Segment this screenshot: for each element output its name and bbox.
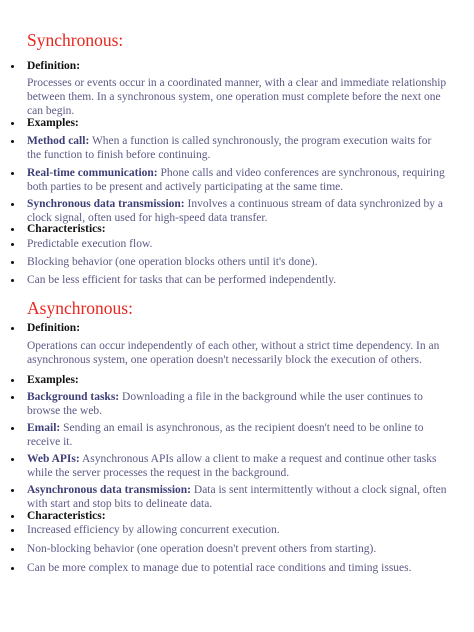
sync-example-item [27, 134, 447, 162]
bullet-dot [11, 548, 14, 551]
sync-characteristics-label: Characteristics: [27, 223, 106, 235]
bullet-dot [11, 515, 14, 518]
bullet-dot [11, 140, 14, 143]
sync-example-item [27, 166, 447, 194]
async-example-item [27, 421, 447, 449]
async-example-item [27, 390, 447, 418]
bullet-dot [11, 228, 14, 231]
sync-definition-text: Processes or events occur in a coordinated manner, with a clear and immediate relationship between them. In a synchronous system, one operation must complete before the next one can begin. [27, 77, 447, 117]
bullet-dot [11, 567, 14, 570]
bullet-dot [11, 203, 14, 206]
async-examples-label: Examples: [27, 374, 79, 386]
example-text: Sending an email is asynchronous, as the recipient doesn't need to be online to receive it. [27, 422, 424, 448]
async-characteristic-item: Non-blocking behavior (one operation doesn't prevent others from starting). [27, 543, 377, 555]
example-text: Involves a continuous stream of data synchronized by a clock signal, often used for high-speed data transfer. [27, 198, 443, 224]
bullet-dot [11, 261, 14, 264]
async-characteristic-item: Can be more complex to manage due to potential race conditions and timing issues. [27, 562, 412, 574]
bullet-dot [11, 396, 14, 399]
bullet-dot [11, 65, 14, 68]
example-term: Web APIs: [27, 453, 80, 465]
bullet-dot [11, 122, 14, 125]
bullet-dot [11, 529, 14, 532]
bullet-dot [11, 172, 14, 175]
async-characteristics-label: Characteristics: [27, 510, 106, 522]
bullet-dot [11, 458, 14, 461]
sync-characteristic-item: Blocking behavior (one operation blocks others until it's done). [27, 256, 318, 268]
async-example-item [27, 452, 447, 480]
sync-definition-label: Definition: [27, 60, 81, 72]
sync-examples-label: Examples: [27, 117, 79, 129]
example-term: Email: [27, 422, 61, 434]
bullet-dot [11, 379, 14, 382]
sync-example-item [27, 197, 447, 225]
sync-characteristic-item: Can be less efficient for tasks that can be performed independently. [27, 274, 337, 286]
async-characteristic-item: Increased efficiency by allowing concurrent execution. [27, 524, 280, 536]
async-heading: Asynchronous: [27, 298, 133, 318]
async-definition-text: Operations can occur independently of each other, without a strict time dependency. In an asynchronous system, one operation doesn't necessarily block the execution of others. [27, 340, 440, 366]
example-text: Data is sent intermittently without a clock signal, often with start and stop bits to delineate data. [27, 484, 447, 510]
example-text: Phone calls and video conferences are synchronous, requiring both parties to be present and actively participating at the same time. [27, 167, 445, 193]
example-text: Asynchronous APIs allow a client to make a request and continue other tasks while the server processes the request in the background. [27, 453, 437, 479]
example-term: Background tasks: [27, 391, 120, 403]
sync-characteristic-item: Predictable execution flow. [27, 238, 153, 250]
example-text: Downloading a file in the background while the user continues to browse the web. [27, 391, 423, 417]
bullet-dot [11, 427, 14, 430]
bullet-dot [11, 279, 14, 282]
bullet-dot [11, 489, 14, 492]
bullet-dot [11, 327, 14, 330]
async-definition-label: Definition: [27, 322, 81, 334]
bullet-dot [11, 243, 14, 246]
example-term: Real-time communication: [27, 167, 158, 179]
example-term: Asynchronous data transmission: [27, 484, 192, 496]
example-text: When a function is called synchronously, the program execution waits for the function to finish before continuing. [27, 135, 432, 161]
sync-heading: Synchronous: [27, 30, 124, 50]
example-term: Synchronous data transmission: [27, 198, 185, 210]
async-example-item [27, 483, 447, 511]
example-term: Method call: [27, 135, 90, 147]
